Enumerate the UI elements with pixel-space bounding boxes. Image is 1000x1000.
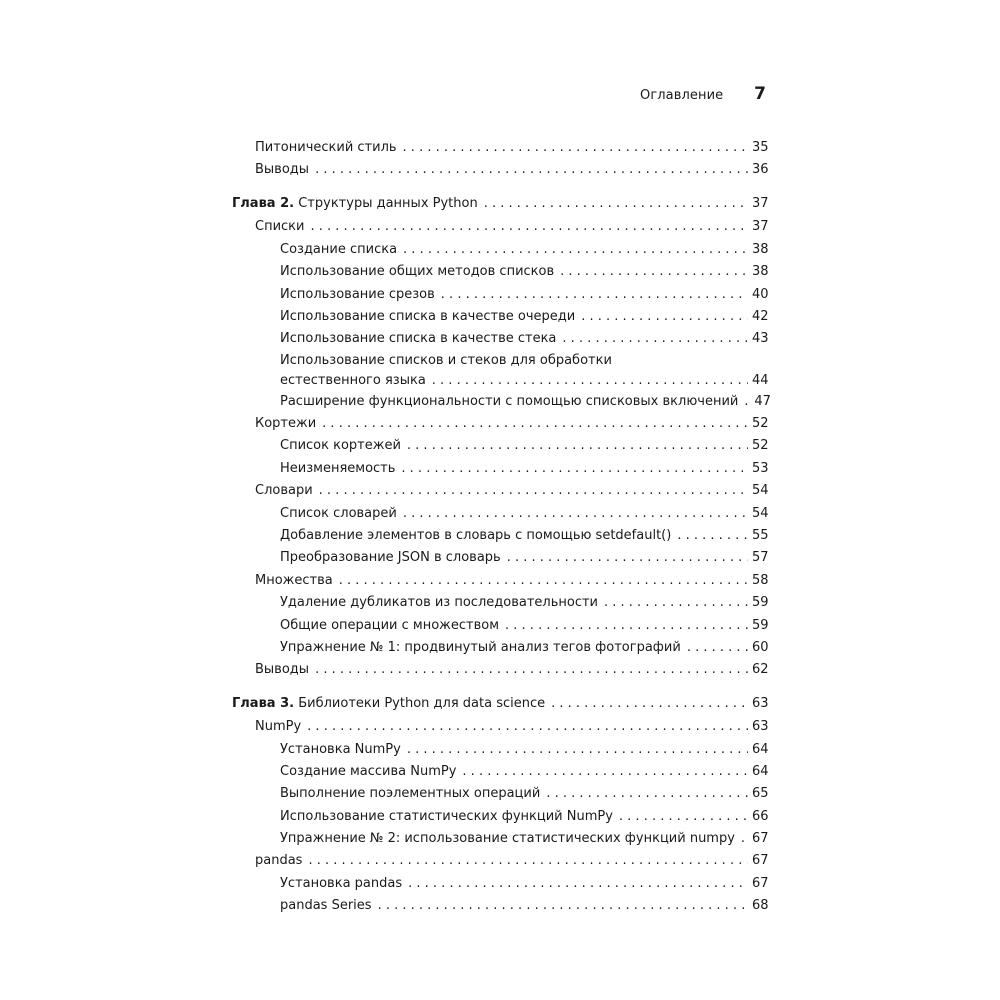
toc-entry-page: 43 xyxy=(752,331,769,346)
dot-leader xyxy=(505,616,748,636)
dot-leader xyxy=(339,571,748,591)
toc-entry-title: Использование списка в качестве стека xyxy=(280,331,557,346)
dot-leader xyxy=(441,285,748,305)
dot-leader xyxy=(403,504,748,524)
dot-leader xyxy=(432,371,748,391)
dot-leader xyxy=(546,784,748,804)
toc-entry xyxy=(280,285,768,305)
dot-leader xyxy=(677,526,748,546)
toc-entry xyxy=(280,526,768,546)
toc-entry xyxy=(280,240,768,260)
toc-entry-page: 38 xyxy=(752,242,769,257)
toc-entry-title: Словари xyxy=(255,483,313,498)
toc-entry-page: 37 xyxy=(752,219,769,234)
toc-entry-title: Создание массива NumPy xyxy=(280,764,457,779)
toc-entry-page: 57 xyxy=(752,550,769,565)
toc-entry-title: Неизменяемость xyxy=(280,461,396,476)
page-number: 7 xyxy=(754,84,766,104)
toc-entry xyxy=(280,740,768,760)
toc-entry xyxy=(255,571,768,591)
toc-entry xyxy=(280,593,768,613)
dot-leader xyxy=(403,138,748,158)
toc-entry-page: 55 xyxy=(752,528,769,543)
toc-entry-title: Общие операции с множеством xyxy=(280,618,500,633)
toc-entry xyxy=(255,138,768,158)
toc-entry-title: Множества xyxy=(255,573,333,588)
toc-entry xyxy=(255,414,768,434)
toc-entry-page: 66 xyxy=(752,809,769,824)
dot-leader xyxy=(407,436,748,456)
toc-entry-title: Использование списка в качестве очереди xyxy=(280,309,576,324)
dot-leader xyxy=(307,717,748,737)
dot-leader xyxy=(403,240,748,260)
chapter-title: Библиотеки Python для data science xyxy=(298,696,546,711)
dot-leader xyxy=(319,481,748,501)
toc-entry xyxy=(280,351,768,391)
toc-entry-page: 40 xyxy=(752,287,769,302)
toc-entry-title: Выводы xyxy=(255,162,310,177)
dot-leader xyxy=(401,459,748,479)
toc-entry xyxy=(255,217,768,237)
toc-entry-page: 67 xyxy=(752,831,769,846)
dot-leader xyxy=(744,392,750,412)
toc-entry-title: Список кортежей xyxy=(280,438,401,453)
toc-entry xyxy=(280,874,768,894)
toc-entry-title: Преобразование JSON в словарь xyxy=(280,550,501,565)
toc-entry xyxy=(255,717,768,737)
dot-leader xyxy=(462,762,748,782)
toc-entry-title: Расширение функциональности с помощью списковых включений xyxy=(280,394,739,409)
toc-entry-page: 59 xyxy=(752,595,769,610)
chapter-number: Глава 3. xyxy=(232,696,295,711)
toc-entry-page: 35 xyxy=(752,140,769,155)
toc-entry-title-line1: Использование списков и стеков для обработки xyxy=(280,353,612,368)
toc-entry-page: 47 xyxy=(754,394,771,409)
dot-leader xyxy=(581,307,748,327)
dot-leader xyxy=(315,160,748,180)
toc-entry-title: Удаление дубликатов из последовательности xyxy=(280,595,598,610)
toc-entry-page: 54 xyxy=(752,506,769,521)
toc-entry-page: 58 xyxy=(752,573,769,588)
toc-entry-title: Выполнение поэлементных операций xyxy=(280,786,541,801)
toc-entry-title: Добавление элементов в словарь с помощью setdefault() xyxy=(280,528,672,543)
toc-entry xyxy=(280,329,768,349)
toc-entry-page: 59 xyxy=(752,618,769,633)
toc-entry-page: 62 xyxy=(752,662,769,677)
toc-entry-page: 67 xyxy=(752,853,769,868)
toc-entry xyxy=(280,638,768,658)
toc-entry-page: 54 xyxy=(752,483,769,498)
toc-entry-page: 67 xyxy=(752,876,769,891)
toc-entry xyxy=(280,807,768,827)
dot-leader xyxy=(507,548,748,568)
toc-entry-page: 63 xyxy=(752,696,769,711)
toc-entry xyxy=(255,851,768,871)
toc-entry xyxy=(280,784,768,804)
running-head xyxy=(640,84,766,106)
toc-entry xyxy=(280,262,768,282)
toc-entry-page: 64 xyxy=(752,742,769,757)
dot-leader xyxy=(484,194,748,214)
toc-entry xyxy=(255,660,768,680)
toc-entry-title: Упражнение № 2: использование статистических функций numpy xyxy=(280,831,735,846)
toc-entry xyxy=(280,829,768,849)
dot-leader xyxy=(407,740,748,760)
toc-entry xyxy=(280,392,771,412)
toc-entry-title: Список словарей xyxy=(280,506,397,521)
toc-entry xyxy=(280,436,768,456)
toc-entry-page: 42 xyxy=(752,309,769,324)
dot-leader xyxy=(604,593,748,613)
dot-leader xyxy=(551,694,748,714)
toc-entry xyxy=(280,896,768,916)
toc-entry-title: Использование срезов xyxy=(280,287,435,302)
dot-leader xyxy=(562,329,748,349)
dot-leader xyxy=(378,896,748,916)
toc-entry xyxy=(280,459,768,479)
toc-entry-page: 63 xyxy=(752,719,769,734)
toc-entry xyxy=(255,160,768,180)
toc-entry-title: Использование статистических функций NumPy xyxy=(280,809,613,824)
dot-leader xyxy=(315,660,748,680)
toc-entry-title: Использование общих методов списков xyxy=(280,264,555,279)
toc-entry-title-line2: естественного языка xyxy=(280,373,426,388)
toc-entry-title: Упражнение № 1: продвинутый анализ тегов фотографий xyxy=(280,640,681,655)
chapter-number: Глава 2. xyxy=(232,196,295,211)
toc-entry xyxy=(280,762,768,782)
toc-entry xyxy=(255,481,768,501)
toc-entry-page: 52 xyxy=(752,416,769,431)
toc-entry-title: pandas xyxy=(255,853,303,868)
dot-leader xyxy=(619,807,748,827)
toc-entry xyxy=(280,548,768,568)
toc-entry-page: 52 xyxy=(752,438,769,453)
toc-entry-page: 64 xyxy=(752,764,769,779)
chapter-title: Структуры данных Python xyxy=(298,196,478,211)
toc-entry-page: 60 xyxy=(752,640,769,655)
toc-chapter-entry xyxy=(232,694,768,714)
toc-entry-title: Установка pandas xyxy=(280,876,403,891)
toc-entry xyxy=(280,616,768,636)
toc-entry-page: 53 xyxy=(752,461,769,476)
toc-entry-title: Выводы xyxy=(255,662,310,677)
dot-leader xyxy=(322,414,748,434)
toc-entry-title: pandas Series xyxy=(280,898,372,913)
toc-entry-title: Установка NumPy xyxy=(280,742,401,757)
toc-chapter-entry xyxy=(232,194,768,214)
toc-entry-page: 38 xyxy=(752,264,769,279)
toc-entry xyxy=(280,504,768,524)
toc-entry-page: 37 xyxy=(752,196,769,211)
dot-leader xyxy=(741,829,748,849)
dot-leader xyxy=(408,874,748,894)
toc-entry-page: 68 xyxy=(752,898,769,913)
toc-entry-page: 65 xyxy=(752,786,769,801)
toc-entry-page: 44 xyxy=(752,373,769,388)
toc-entry-title: Питонический стиль xyxy=(255,140,397,155)
dot-leader xyxy=(308,851,748,871)
dot-leader xyxy=(310,217,748,237)
toc-entry-page: 36 xyxy=(752,162,769,177)
toc-entry xyxy=(280,307,768,327)
dot-leader xyxy=(560,262,748,282)
running-head-title: Оглавление xyxy=(640,88,724,103)
toc-entry-title: Кортежи xyxy=(255,416,317,431)
dot-leader xyxy=(687,638,748,658)
toc-entry-title: Создание списка xyxy=(280,242,398,257)
toc-entry-title: Списки xyxy=(255,219,305,234)
toc-entry-title: NumPy xyxy=(255,719,302,734)
